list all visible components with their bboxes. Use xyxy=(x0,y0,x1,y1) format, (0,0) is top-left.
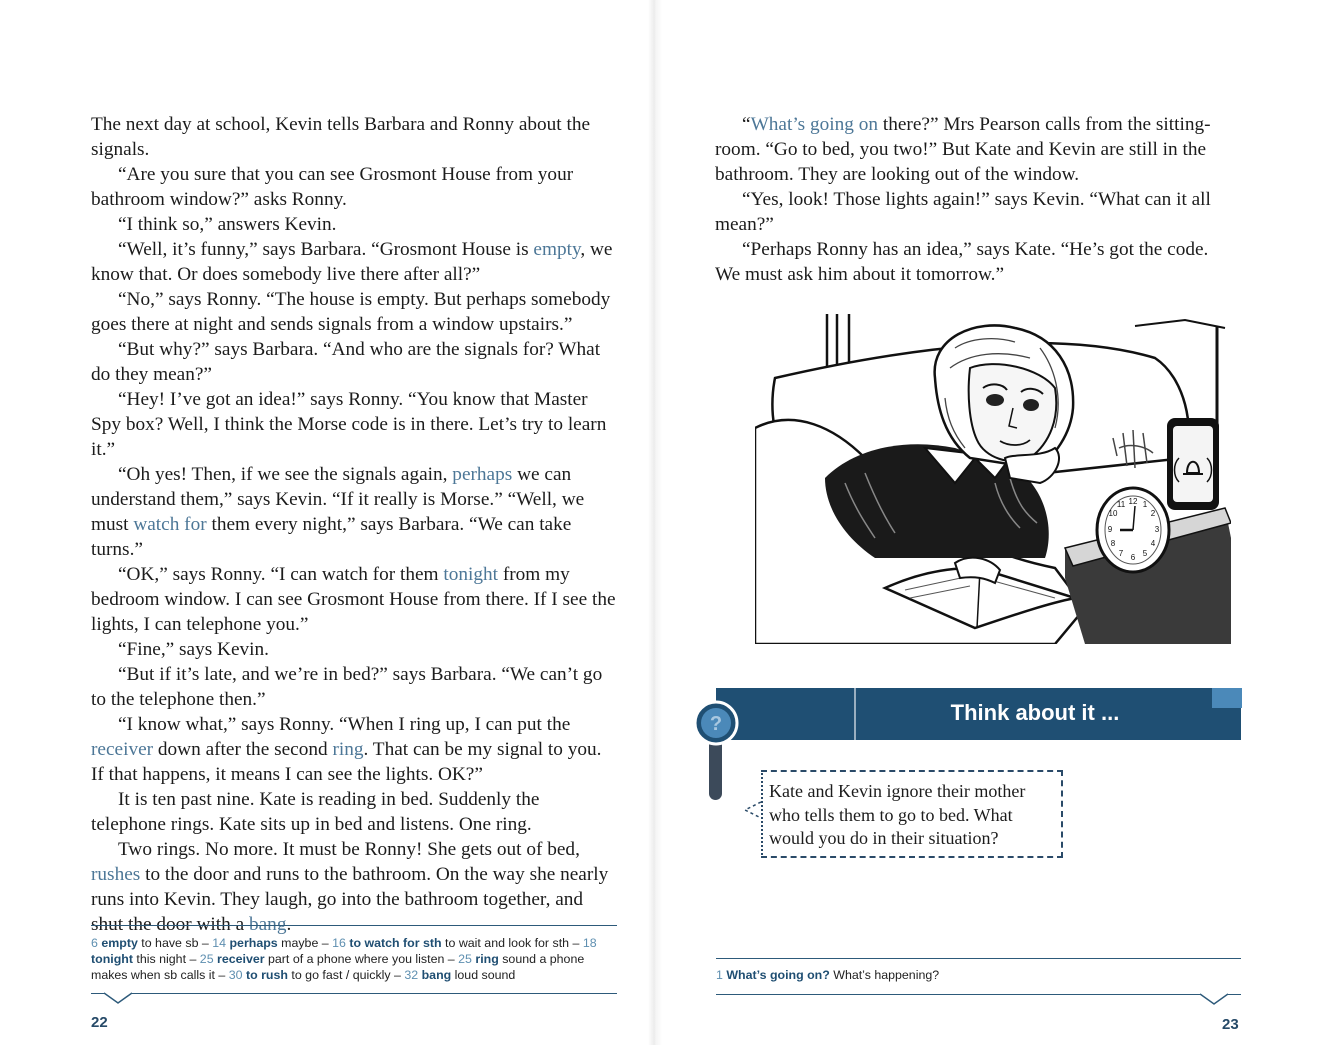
text-run: “Hey! I’ve got an idea!” says Ronny. “You know that Master Spy box? Well, I think the Morse code is in there. Let’s try to learn it.” xyxy=(91,389,607,460)
glossary-word: ring xyxy=(332,739,364,760)
text-run: “But why?” says Barbara. “And who are the signals for? What do they mean?” xyxy=(91,339,601,385)
banner-corner-tab xyxy=(1212,688,1242,708)
clock-numeral: 11 xyxy=(1116,500,1126,509)
footnote-line-number: 16 xyxy=(332,936,346,950)
text-run: down after the second xyxy=(153,739,333,760)
story-paragraph xyxy=(715,237,1235,287)
text-run: we can understand them,” says Kevin. “If it really is Morse.” “Well, we must xyxy=(91,464,585,535)
text-run: them every night,” says Barbara. “We can take turns.” xyxy=(91,514,572,560)
speech-pointer xyxy=(741,800,763,820)
footnote-line-number: 30 xyxy=(228,968,243,982)
clock-numeral: 6 xyxy=(1130,553,1136,562)
clock-numeral: 5 xyxy=(1142,549,1148,558)
page-number-right: 23 xyxy=(1222,1016,1239,1033)
footnote-line-number: 6 xyxy=(91,936,98,950)
glossary-footnote-right xyxy=(716,967,1236,983)
footnote-term: empty xyxy=(97,936,138,950)
story-paragraph xyxy=(91,337,619,387)
svg-text:?: ? xyxy=(709,713,723,735)
text-run: “Oh yes! Then, if we see the signals again, xyxy=(118,464,453,485)
text-run: there?” Mrs Pearson calls from the sitting-room. “Go to bed, you two!” But Kate and Kevin are still in the bathroom. They are looking out of the window. xyxy=(715,114,1211,185)
footnote-chevron-left xyxy=(104,992,132,1004)
story-paragraph xyxy=(91,162,619,212)
clock-numeral: 1 xyxy=(1142,500,1148,509)
story-paragraph xyxy=(715,187,1235,237)
banner-divider xyxy=(854,688,856,740)
text-run: to the door and runs to the bathroom. On the way she nearly runs into Kevin. They laugh, go into the bathroom together, and shut the door with a xyxy=(91,864,609,935)
text-run: It is ten past nine. Kate is reading in bed. Suddenly the telephone rings. Kate sits up in bed and listens. One ring. xyxy=(91,789,540,835)
text-run: “No,” says Ronny. “The house is empty. But perhaps somebody goes there at night and sends signals from a window upstairs.” xyxy=(91,289,611,335)
text-run: “OK,” says Ronny. “I can watch for them xyxy=(118,564,444,585)
clock-numeral: 3 xyxy=(1154,525,1160,534)
glossary-word: What’s going on xyxy=(750,114,879,135)
story-paragraph xyxy=(91,662,619,712)
text-run: “Fine,” says Kevin. xyxy=(118,639,270,660)
page-number-left: 22 xyxy=(91,1014,108,1031)
illustration-girl-reading-in-bed xyxy=(755,308,1231,644)
footnote-definition: part of a phone where you listen – xyxy=(264,952,459,966)
story-text-right xyxy=(715,112,1235,287)
text-run: “Perhaps Ronny has an idea,” says Kate. “He’s got the code. We must ask him about it tomorrow.” xyxy=(715,239,1209,285)
footnote-definition: to wait and look for sth – xyxy=(441,936,583,950)
text-run: “ xyxy=(742,114,751,135)
footnote-definition: to have sb – xyxy=(137,936,213,950)
footnote-definition: What’s happening? xyxy=(829,968,940,982)
text-run: “I know what,” says Ronny. “When I ring up, I can put the xyxy=(118,714,571,735)
footnote-definition: maybe – xyxy=(277,936,333,950)
footnote-definition: to go fast / quickly – xyxy=(287,968,405,982)
clock-numeral: 8 xyxy=(1110,539,1116,548)
story-paragraph xyxy=(91,462,619,562)
footnote-rule-bottom-right xyxy=(716,994,1241,995)
clock-numeral: 9 xyxy=(1107,525,1113,534)
text-run: , we know that. Or does somebody live there after all?” xyxy=(91,239,613,285)
story-paragraph xyxy=(91,637,619,662)
clock-numeral: 2 xyxy=(1150,509,1156,518)
footnote-term: tonight xyxy=(91,952,133,966)
text-run: . That can be my signal to you. If that happens, it means I can see the lights. OK?” xyxy=(91,739,602,785)
text-run: from my bedroom window. I can see Grosmont House from there. If I see the lights, I can telephone you.” xyxy=(91,564,616,635)
story-text-left xyxy=(91,112,619,937)
story-paragraph xyxy=(91,562,619,637)
story-paragraph xyxy=(91,837,619,937)
glossary-word: empty xyxy=(533,239,581,260)
footnote-term: to watch for sth xyxy=(345,936,442,950)
story-paragraph xyxy=(91,112,619,162)
footnote-line-number: 18 xyxy=(582,936,597,950)
glossary-word: rushes xyxy=(91,864,141,885)
footnote-definition: this night – xyxy=(132,952,200,966)
footnote-definition: sound a phone makes when sb calls it – xyxy=(91,952,585,982)
think-question-text: Kate and Kevin ignore their mother who tells them to go to bed. What would you do in their situation? xyxy=(769,781,1026,848)
footnote-rule-bottom-left xyxy=(91,993,617,994)
clock-numeral: 12 xyxy=(1128,497,1138,506)
footnote-definition: loud sound xyxy=(451,968,516,982)
story-paragraph xyxy=(715,112,1235,187)
glossary-word: perhaps xyxy=(452,464,513,485)
footnote-chevron-right xyxy=(1200,993,1228,1005)
story-paragraph xyxy=(91,212,619,237)
story-paragraph xyxy=(91,387,619,462)
magnifier-question-icon xyxy=(693,696,741,804)
glossary-word: receiver xyxy=(91,739,154,760)
footnote-term: What’s going on? xyxy=(722,968,830,982)
footnote-term: perhaps xyxy=(226,936,278,950)
text-run: “Are you sure that you can see Grosmont House from your bathroom window?” asks Ronny. xyxy=(91,164,574,210)
text-run: “I think so,” answers Kevin. xyxy=(118,214,337,235)
story-paragraph xyxy=(91,787,619,837)
text-run: “Well, it’s funny,” says Barbara. “Grosmont House is xyxy=(118,239,534,260)
glossary-word: watch for xyxy=(133,514,207,535)
glossary-word: bang xyxy=(248,914,287,935)
footnote-line-number: 32 xyxy=(404,968,419,982)
clock-numeral: 7 xyxy=(1118,549,1124,558)
footnote-line-number: 1 xyxy=(716,968,723,982)
footnote-term: to rush xyxy=(242,968,288,982)
book-spine xyxy=(648,0,662,1045)
text-run: The next day at school, Kevin tells Barbara and Ronny about the signals. xyxy=(91,114,591,160)
story-paragraph xyxy=(91,712,619,787)
footnote-term: receiver xyxy=(213,952,265,966)
footnote-rule-top-left xyxy=(91,925,617,926)
story-paragraph xyxy=(91,237,619,287)
text-run: Two rings. No more. It must be Ronny! She gets out of bed, xyxy=(118,839,580,860)
glossary-word: tonight xyxy=(443,564,498,585)
text-run: . xyxy=(286,914,292,935)
footnote-line-number: 14 xyxy=(212,936,227,950)
clock-numeral: 10 xyxy=(1108,509,1118,518)
clock-numeral: 4 xyxy=(1150,539,1156,548)
glossary-footnote-left xyxy=(91,935,611,983)
text-run: “Yes, look! Those lights again!” says Kevin. “What can it all mean?” xyxy=(715,189,1211,235)
think-about-it-title: Think about it ... xyxy=(950,700,1120,725)
footnote-term: ring xyxy=(471,952,499,966)
footnote-rule-top-right xyxy=(716,958,1241,959)
text-run: “But if it’s late, and we’re in bed?” says Barbara. “We can’t go to the telephone then.” xyxy=(91,664,603,710)
footnote-line-number: 25 xyxy=(199,952,214,966)
story-paragraph xyxy=(91,287,619,337)
footnote-term: bang xyxy=(418,968,452,982)
footnote-line-number: 25 xyxy=(458,952,472,966)
